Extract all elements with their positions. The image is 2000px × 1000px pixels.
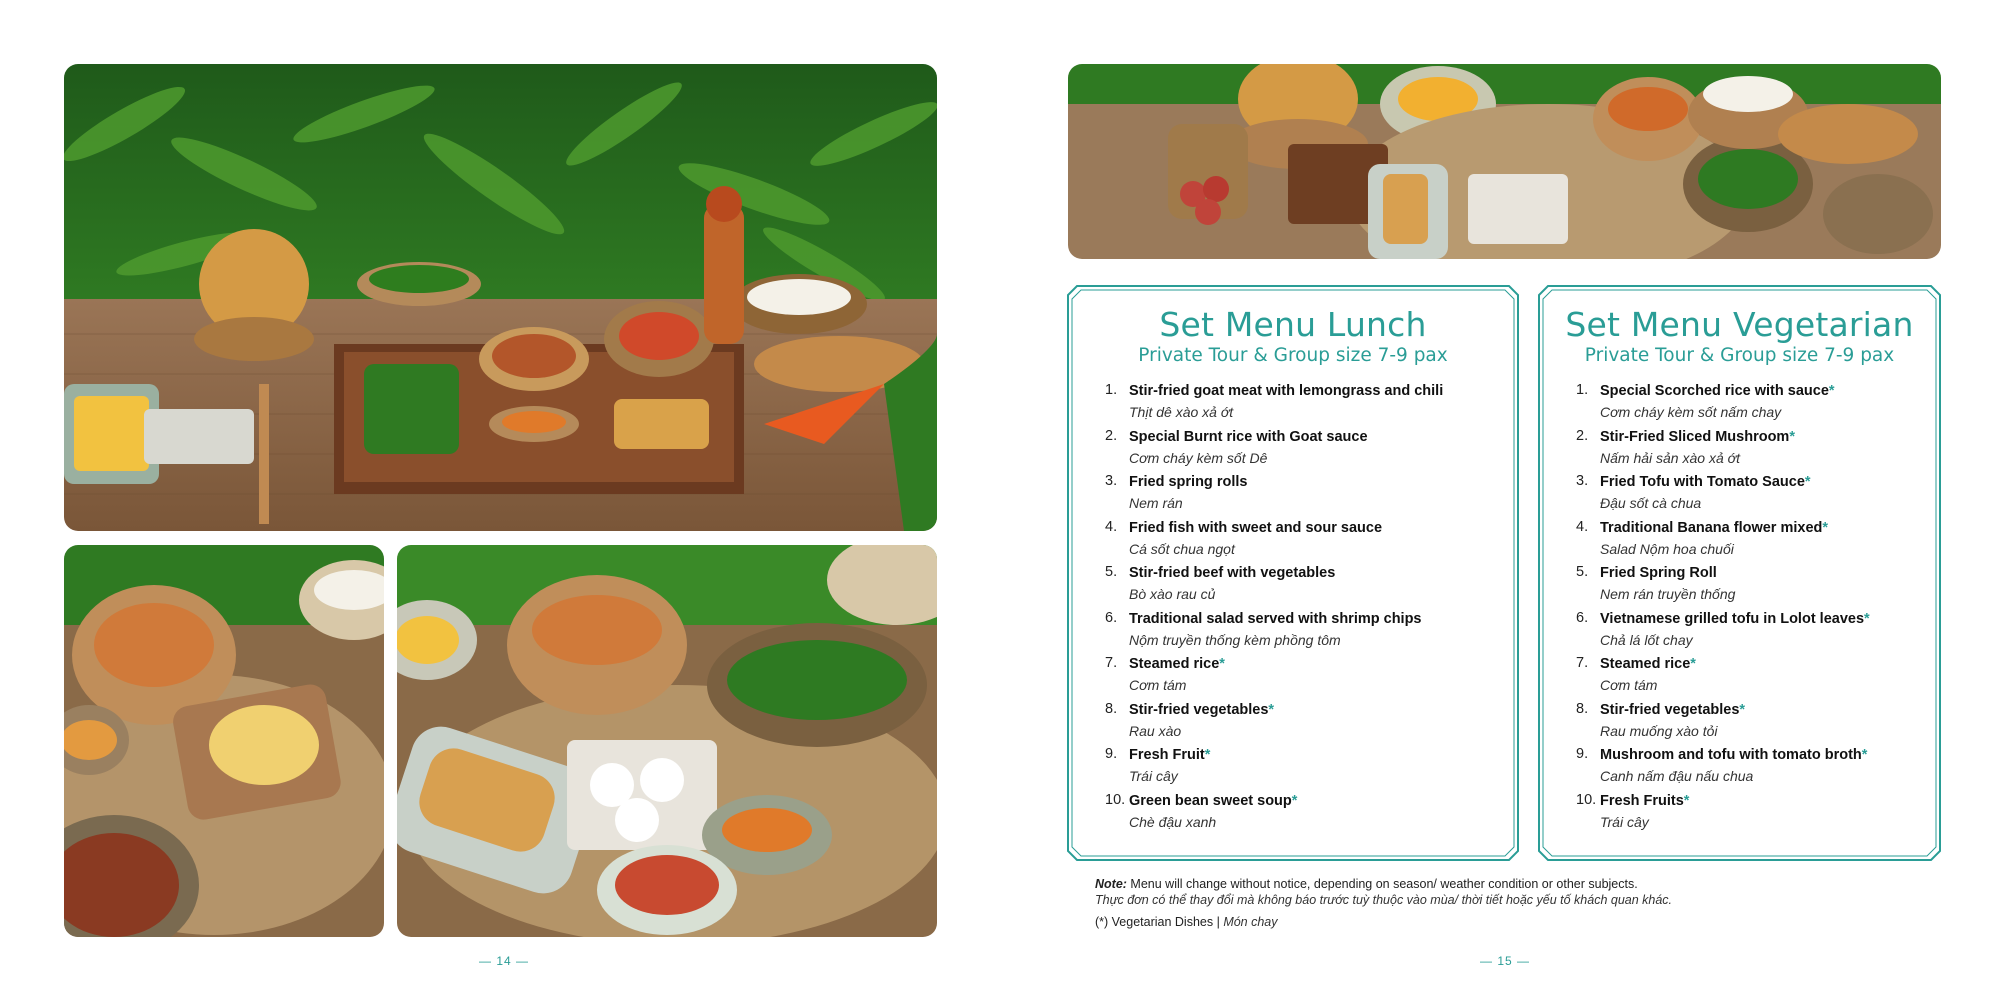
menu-item-list bbox=[1576, 381, 1931, 836]
menu-item-number: 9. bbox=[1576, 746, 1589, 762]
menu-item-name-text: Stir-fried vegetables bbox=[1129, 701, 1269, 718]
menu-item-name-text: Fried Spring Roll bbox=[1600, 565, 1717, 581]
note-text: Menu will change without notice, depending on season/ weather condition or other subjects. bbox=[1126, 877, 1638, 891]
menu-item-name bbox=[1600, 563, 1931, 583]
vegetarian-marker: * bbox=[1683, 792, 1690, 809]
menu-item-name-text: Traditional salad served with shrimp chips bbox=[1129, 610, 1422, 627]
menu-item bbox=[1105, 745, 1509, 791]
menu-item bbox=[1105, 518, 1509, 564]
menu-item-number: 4. bbox=[1105, 518, 1118, 535]
menu-item-name bbox=[1600, 472, 1931, 492]
menu-item-name bbox=[1600, 700, 1931, 720]
menu-item-number: 7. bbox=[1105, 655, 1118, 671]
menu-item-name-text: Green bean sweet soup bbox=[1129, 792, 1292, 809]
menu-item bbox=[1105, 427, 1509, 473]
menu-item bbox=[1105, 700, 1509, 746]
vegetarian-legend: (*) Vegetarian Dishes | bbox=[1095, 915, 1224, 929]
menu-title: Set Menu Lunch bbox=[1159, 305, 1427, 344]
menu-item-name bbox=[1129, 609, 1509, 629]
menu-item-vietnamese: Trái cây bbox=[1129, 768, 1178, 784]
menu-item-number: 3. bbox=[1576, 473, 1589, 489]
menu-item-number: 8. bbox=[1105, 700, 1118, 717]
menu-item-number: 6. bbox=[1105, 609, 1118, 626]
menu-item-name-text: Traditional Banana flower mixed bbox=[1600, 519, 1823, 536]
menu-item-vietnamese: Rau muống xào tỏi bbox=[1600, 722, 1718, 739]
menu-item-number: 1. bbox=[1105, 382, 1118, 398]
menu-card-vegetarian bbox=[1538, 285, 1941, 861]
menu-item-name bbox=[1129, 381, 1509, 401]
menu-item-number: 8. bbox=[1576, 700, 1589, 717]
menu-item-vietnamese: Nem rán bbox=[1129, 495, 1183, 511]
menu-item-name-text: Special Burnt rice with Goat sauce bbox=[1129, 428, 1368, 445]
menu-item-name-text: Special Scorched rice with sauce bbox=[1600, 383, 1829, 399]
menu-item bbox=[1576, 654, 1931, 700]
menu-item-number: 3. bbox=[1105, 473, 1118, 489]
vegetarian-marker: * bbox=[1268, 701, 1275, 718]
food-photo-bottom-right bbox=[397, 545, 937, 937]
menu-item-vietnamese: Chả lá lốt chay bbox=[1600, 631, 1693, 648]
menu-item-vietnamese: Rau xào bbox=[1129, 722, 1182, 739]
menu-item-name-text: Fresh Fruits bbox=[1600, 792, 1684, 809]
menu-item-list bbox=[1105, 381, 1509, 836]
menu-item-name bbox=[1600, 518, 1931, 538]
menu-item bbox=[1576, 518, 1931, 564]
menu-subtitle: Private Tour & Group size 7-9 pax bbox=[1138, 345, 1448, 366]
page-number-right: — 15 — bbox=[1480, 954, 1531, 968]
menu-item-vietnamese: Đậu sốt cà chua bbox=[1600, 495, 1702, 511]
menu-item-vietnamese: Thịt dê xào xả ớt bbox=[1129, 404, 1234, 420]
vegetarian-marker: * bbox=[1291, 792, 1298, 809]
menu-item-number: 2. bbox=[1576, 427, 1589, 444]
menu-item-name-text: Steamed rice bbox=[1600, 656, 1691, 672]
menu-item-number: 9. bbox=[1105, 746, 1118, 762]
menu-item-name bbox=[1129, 745, 1509, 765]
menu-item bbox=[1576, 563, 1931, 609]
menu-item-number: 5. bbox=[1105, 564, 1118, 580]
menu-item-name-text: Steamed rice bbox=[1129, 656, 1220, 672]
note-text-vietnamese: Thực đơn có thể thay đổi mà không báo trước tuỳ thuộc vào mùa/ thời tiết hoặc yếu tố khách quan khác. bbox=[1095, 893, 1673, 907]
menu-note bbox=[1095, 876, 1915, 930]
page-number-left: — 14 — bbox=[479, 954, 530, 968]
food-photo-main bbox=[64, 64, 937, 531]
menu-item-vietnamese: Nấm hải sản xào xả ớt bbox=[1600, 449, 1740, 466]
menu-item-number: 6. bbox=[1576, 609, 1589, 626]
food-photo-top bbox=[1068, 64, 1941, 259]
menu-item bbox=[1576, 381, 1931, 427]
menu-item-number: 5. bbox=[1576, 564, 1589, 580]
note-label: Note: bbox=[1095, 877, 1127, 891]
menu-item-name bbox=[1600, 381, 1931, 401]
menu-item bbox=[1576, 472, 1931, 518]
vegetarian-marker: * bbox=[1204, 747, 1211, 763]
vegetarian-marker: * bbox=[1864, 610, 1870, 627]
menu-item-vietnamese: Cơm tám bbox=[1129, 677, 1187, 693]
menu-item-number: 1. bbox=[1576, 382, 1589, 398]
vegetarian-marker: * bbox=[1804, 474, 1811, 490]
vegetarian-marker: * bbox=[1828, 383, 1835, 399]
menu-item-name-text: Vietnamese grilled tofu in Lolot leaves bbox=[1600, 610, 1865, 627]
menu-item bbox=[1576, 745, 1931, 791]
menu-item-name-text: Mushroom and tofu with tomato broth bbox=[1600, 747, 1862, 763]
menu-item-name bbox=[1600, 791, 1931, 811]
menu-item-name-text: Fried fish with sweet and sour sauce bbox=[1129, 519, 1383, 536]
menu-item-name-text: Stir-fried beef with vegetables bbox=[1129, 565, 1336, 581]
vegetarian-legend-vietnamese: Món chay bbox=[1223, 915, 1278, 929]
menu-item-vietnamese: Cá sốt chua ngọt bbox=[1129, 540, 1235, 557]
menu-card-lunch bbox=[1067, 285, 1519, 861]
menu-item-name-text: Fried spring rolls bbox=[1129, 474, 1248, 490]
menu-item-number: 2. bbox=[1105, 427, 1118, 444]
vegetarian-marker: * bbox=[1739, 701, 1746, 718]
menu-item-name bbox=[1129, 427, 1509, 447]
menu-title: Set Menu Vegetarian bbox=[1565, 305, 1914, 344]
menu-item-vietnamese: Cơm cháy kèm sốt Dê bbox=[1129, 449, 1268, 466]
vegetarian-marker: * bbox=[1789, 428, 1795, 445]
menu-item-vietnamese: Cơm cháy kèm sốt nấm chay bbox=[1600, 404, 1782, 420]
menu-item-name bbox=[1129, 563, 1509, 583]
menu-item-vietnamese: Trái cây bbox=[1600, 813, 1649, 830]
menu-item-vietnamese: Nộm truyền thống kèm phồng tôm bbox=[1129, 631, 1341, 648]
menu-item-name bbox=[1129, 472, 1509, 492]
vegetarian-marker: * bbox=[1822, 519, 1829, 536]
menu-item bbox=[1576, 427, 1931, 473]
vegetarian-marker: * bbox=[1861, 747, 1868, 763]
vegetarian-marker: * bbox=[1219, 656, 1225, 672]
menu-item-name bbox=[1600, 745, 1931, 765]
menu-item bbox=[1105, 563, 1509, 609]
menu-item-number: 7. bbox=[1576, 655, 1589, 671]
menu-item-name bbox=[1129, 791, 1509, 811]
food-photo-bottom-left bbox=[64, 545, 384, 937]
vegetarian-marker: * bbox=[1690, 656, 1696, 672]
menu-item-name bbox=[1600, 609, 1931, 629]
menu-item-name bbox=[1129, 700, 1509, 720]
menu-subtitle: Private Tour & Group size 7-9 pax bbox=[1584, 345, 1895, 366]
menu-item-number: 4. bbox=[1576, 518, 1589, 535]
menu-item bbox=[1576, 791, 1931, 837]
menu-item-vietnamese: Nem rán truyền thống bbox=[1600, 586, 1736, 602]
menu-item-name-text: Stir-fried goat meat with lemongrass and chili bbox=[1129, 383, 1444, 399]
menu-item-vietnamese: Cơm tám bbox=[1600, 677, 1658, 693]
menu-item-vietnamese: Canh nấm đậu nấu chua bbox=[1600, 768, 1754, 784]
menu-item-vietnamese: Chè đậu xanh bbox=[1129, 813, 1217, 830]
menu-item-name-text: Stir-Fried Sliced Mushroom bbox=[1600, 428, 1790, 445]
menu-item bbox=[1105, 654, 1509, 700]
menu-item bbox=[1576, 609, 1931, 655]
menu-item-vietnamese: Bò xào rau củ bbox=[1129, 586, 1216, 602]
menu-item-name bbox=[1600, 427, 1931, 447]
menu-item bbox=[1576, 700, 1931, 746]
menu-item bbox=[1105, 472, 1509, 518]
menu-item-name-text: Fresh Fruit bbox=[1129, 747, 1205, 763]
menu-item-name-text: Fried Tofu with Tomato Sauce bbox=[1600, 474, 1805, 490]
menu-item bbox=[1105, 381, 1509, 427]
menu-item bbox=[1105, 791, 1509, 837]
menu-item-name-text: Stir-fried vegetables bbox=[1600, 701, 1740, 718]
menu-item-name bbox=[1129, 654, 1509, 674]
menu-item bbox=[1105, 609, 1509, 655]
menu-item-vietnamese: Salad Nộm hoa chuối bbox=[1600, 540, 1734, 557]
menu-item-name bbox=[1129, 518, 1509, 538]
menu-item-name bbox=[1600, 654, 1931, 674]
menu-item-number: 10. bbox=[1576, 791, 1597, 808]
menu-item-number: 10. bbox=[1105, 791, 1126, 808]
